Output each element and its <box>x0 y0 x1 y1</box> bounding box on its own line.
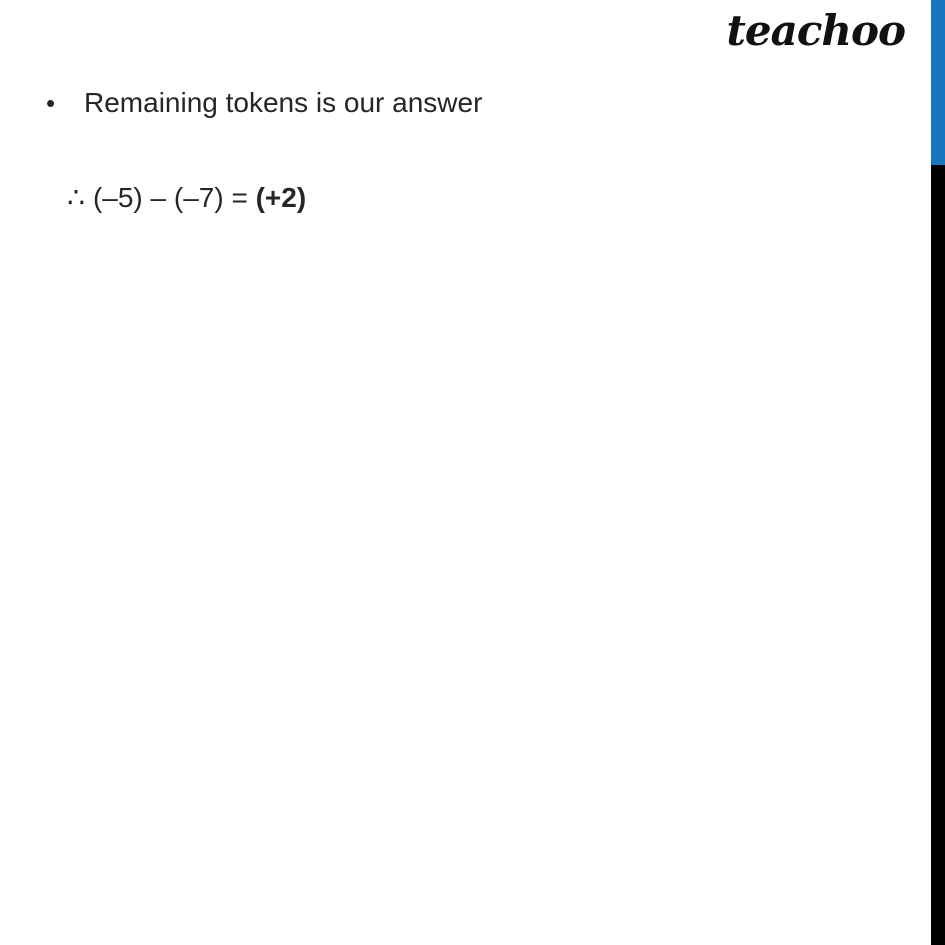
conclusion-expression: (–5) – (–7) = <box>92 181 256 213</box>
bullet-line <box>46 86 482 120</box>
teachoo-logo: teachoo <box>726 6 905 55</box>
conclusion-line <box>36 147 306 248</box>
bullet-marker: • <box>46 88 56 118</box>
right-edge-bar-blue <box>931 0 945 165</box>
right-edge-bar-black <box>931 165 945 945</box>
therefore-symbol: ∴ <box>67 181 85 213</box>
conclusion-result: (+2) <box>255 181 307 213</box>
bullet-text: Remaining tokens is our answer <box>84 87 483 118</box>
